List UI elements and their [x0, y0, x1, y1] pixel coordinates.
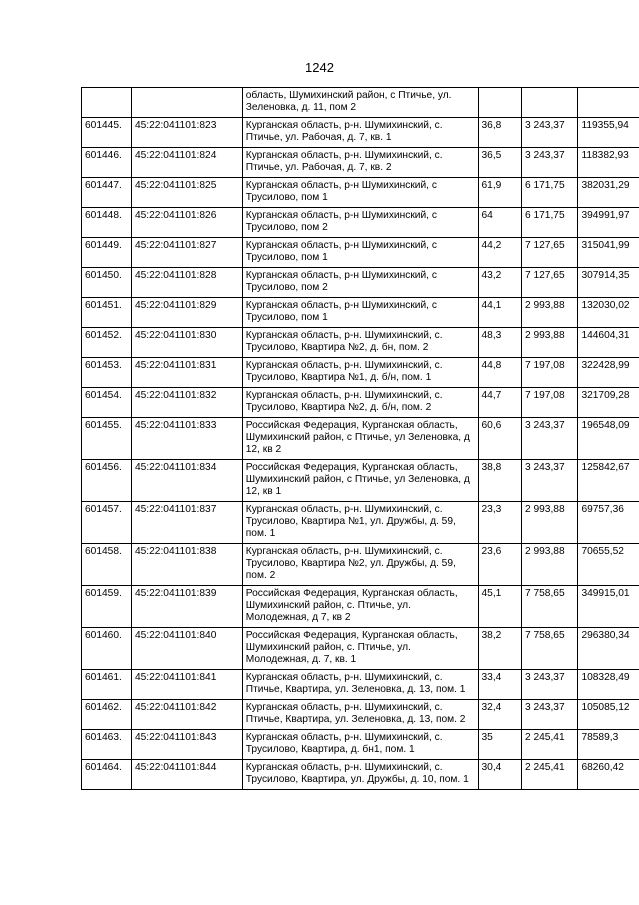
- area-cell: 35: [478, 730, 521, 760]
- cadastral-value-cell: 196548,09: [578, 418, 639, 460]
- row-number-cell: 601448.: [82, 208, 132, 238]
- cadastral-value-cell: 105085,12: [578, 700, 639, 730]
- cost-per-unit-cell: 7 758,65: [521, 586, 577, 628]
- address-cell: Курганская область, р-н. Шумихинский, с. Птичье, ул. Рабочая, д. 7, кв. 1: [242, 118, 478, 148]
- cadastral-value-cell: 307914,35: [578, 268, 639, 298]
- row-number-cell: 601459.: [82, 586, 132, 628]
- cadastral-value-cell: 70655,52: [578, 544, 639, 586]
- cadastral-value-cell: 69757,36: [578, 502, 639, 544]
- address-cell: Курганская область, р-н. Шумихинский, с. Трусилово, Квартира №2, д. б/н, пом. 2: [242, 388, 478, 418]
- cadastral-value-cell: 125842,67: [578, 460, 639, 502]
- row-number-cell: 601460.: [82, 628, 132, 670]
- address-cell: Российская Федерация, Курганская область, Шумихинский район, с. Птичье, ул. Молодежная, д. 7, кв. 1: [242, 628, 478, 670]
- table-row: [82, 148, 639, 178]
- property-table: [81, 87, 639, 790]
- area-cell: 30,4: [478, 760, 521, 790]
- row-number-cell: 601457.: [82, 502, 132, 544]
- table-row: [82, 208, 639, 238]
- cadastral-value-cell: 144604,31: [578, 328, 639, 358]
- cadastral-number-cell: 45:22:041101:839: [131, 586, 242, 628]
- cost-per-unit-cell: 7 758,65: [521, 628, 577, 670]
- cadastral-value-cell: 119355,94: [578, 118, 639, 148]
- area-cell: 23,6: [478, 544, 521, 586]
- cadastral-number-cell: 45:22:041101:841: [131, 670, 242, 700]
- address-cell: Курганская область, р-н. Шумихинский, с. Трусилово, Квартира №1, д. б/н, пом. 1: [242, 358, 478, 388]
- address-cell: Курганская область, р-н. Шумихинский, с. Трусилово, Квартира, д. бн1, пом. 1: [242, 730, 478, 760]
- table-row: [82, 388, 639, 418]
- cadastral-value-cell: 132030,02: [578, 298, 639, 328]
- area-cell: 44,2: [478, 238, 521, 268]
- table-row: [82, 268, 639, 298]
- cadastral-number-cell: 45:22:041101:837: [131, 502, 242, 544]
- cadastral-number-cell: 45:22:041101:833: [131, 418, 242, 460]
- cost-per-unit-cell: 2 993,88: [521, 544, 577, 586]
- table-row: [82, 238, 639, 268]
- cadastral-value-cell: 382031,29: [578, 178, 639, 208]
- cadastral-number-cell: 45:22:041101:842: [131, 700, 242, 730]
- area-cell: 44,8: [478, 358, 521, 388]
- cadastral-value-cell: 315041,99: [578, 238, 639, 268]
- table-row: [82, 670, 639, 700]
- cost-per-unit-cell: 2 993,88: [521, 298, 577, 328]
- table-row: [82, 544, 639, 586]
- cost-per-unit-cell: 2 245,41: [521, 730, 577, 760]
- cadastral-value-cell: 394991,97: [578, 208, 639, 238]
- table-row: [82, 460, 639, 502]
- cadastral-value-cell: 108328,49: [578, 670, 639, 700]
- row-number-cell: 601449.: [82, 238, 132, 268]
- address-cell: Курганская область, р-н. Шумихинский, с. Птичье, ул. Рабочая, д. 7, кв. 2: [242, 148, 478, 178]
- area-cell: 43,2: [478, 268, 521, 298]
- cadastral-number-cell: 45:22:041101:826: [131, 208, 242, 238]
- cadastral-value-cell: 349915,01: [578, 586, 639, 628]
- address-cell: Курганская область, р-н. Шумихинский, с. Трусилово, Квартира №2, ул. Дружбы, д. 59, пом. 2: [242, 544, 478, 586]
- area-cell: [478, 88, 521, 118]
- cost-per-unit-cell: 3 243,37: [521, 148, 577, 178]
- cadastral-number-cell: 45:22:041101:832: [131, 388, 242, 418]
- row-number-cell: 601461.: [82, 670, 132, 700]
- area-cell: 33,4: [478, 670, 521, 700]
- area-cell: 64: [478, 208, 521, 238]
- row-number-cell: 601446.: [82, 148, 132, 178]
- cadastral-number-cell: 45:22:041101:823: [131, 118, 242, 148]
- table-row: [82, 358, 639, 388]
- cadastral-value-cell: 296380,34: [578, 628, 639, 670]
- cadastral-number-cell: 45:22:041101:827: [131, 238, 242, 268]
- row-number-cell: 601447.: [82, 178, 132, 208]
- cost-per-unit-cell: 6 171,75: [521, 208, 577, 238]
- cadastral-value-cell: 68260,42: [578, 760, 639, 790]
- address-cell: Курганская область, р-н. Шумихинский, с. Трусилово, Квартира, ул. Дружбы, д. 10, пом. 1: [242, 760, 478, 790]
- row-number-cell: 601453.: [82, 358, 132, 388]
- cadastral-value-cell: [578, 88, 639, 118]
- row-number-cell: [82, 88, 132, 118]
- cadastral-value-cell: 78589,3: [578, 730, 639, 760]
- table-body: [82, 88, 639, 790]
- cadastral-value-cell: 321709,28: [578, 388, 639, 418]
- cadastral-number-cell: 45:22:041101:829: [131, 298, 242, 328]
- address-cell: Курганская область, р-н Шумихинский, с Трусилово, пом 2: [242, 208, 478, 238]
- row-number-cell: 601458.: [82, 544, 132, 586]
- cost-per-unit-cell: 3 243,37: [521, 700, 577, 730]
- cost-per-unit-cell: 3 243,37: [521, 460, 577, 502]
- table-row: [82, 118, 639, 148]
- area-cell: 60,6: [478, 418, 521, 460]
- cadastral-number-cell: 45:22:041101:824: [131, 148, 242, 178]
- cadastral-number-cell: 45:22:041101:825: [131, 178, 242, 208]
- cadastral-number-cell: 45:22:041101:840: [131, 628, 242, 670]
- cadastral-number-cell: 45:22:041101:844: [131, 760, 242, 790]
- cost-per-unit-cell: 7 127,65: [521, 238, 577, 268]
- address-cell: Российская Федерация, Курганская область, Шумихинский район, с. Птичье, ул. Молодежная, д 7, кв 2: [242, 586, 478, 628]
- area-cell: 23,3: [478, 502, 521, 544]
- cost-per-unit-cell: 2 993,88: [521, 502, 577, 544]
- address-cell: область, Шумихинский район, с Птичье, ул. Зеленовка, д. 11, пом 2: [242, 88, 478, 118]
- cadastral-number-cell: 45:22:041101:843: [131, 730, 242, 760]
- cost-per-unit-cell: 7 197,08: [521, 388, 577, 418]
- cost-per-unit-cell: 7 197,08: [521, 358, 577, 388]
- address-cell: Курганская область, р-н. Шумихинский, с. Трусилово, Квартира №2, д. бн, пом. 2: [242, 328, 478, 358]
- cadastral-number-cell: 45:22:041101:828: [131, 268, 242, 298]
- row-number-cell: 601456.: [82, 460, 132, 502]
- page-number: 1242: [305, 60, 334, 75]
- table-row: [82, 328, 639, 358]
- table-row: [82, 628, 639, 670]
- row-number-cell: 601452.: [82, 328, 132, 358]
- address-cell: Курганская область, р-н. Шумихинский, с. Птичье, Квартира, ул. Зеленовка, д. 13, пом. 1: [242, 670, 478, 700]
- cadastral-value-cell: 118382,93: [578, 148, 639, 178]
- cadastral-value-cell: 322428,99: [578, 358, 639, 388]
- address-cell: Курганская область, р-н. Шумихинский, с. Птичье, Квартира, ул. Зеленовка, д. 13, пом. 2: [242, 700, 478, 730]
- cadastral-number-cell: 45:22:041101:838: [131, 544, 242, 586]
- table-row: [82, 760, 639, 790]
- cost-per-unit-cell: 3 243,37: [521, 118, 577, 148]
- table-row: [82, 586, 639, 628]
- table-row: [82, 418, 639, 460]
- cost-per-unit-cell: 6 171,75: [521, 178, 577, 208]
- area-cell: 36,5: [478, 148, 521, 178]
- cadastral-number-cell: [131, 88, 242, 118]
- row-number-cell: 601445.: [82, 118, 132, 148]
- table-row: [82, 730, 639, 760]
- address-cell: Курганская область, р-н Шумихинский, с Трусилово, пом 1: [242, 238, 478, 268]
- address-cell: Курганская область, р-н Шумихинский, с Трусилово, пом 1: [242, 178, 478, 208]
- address-cell: Российская Федерация, Курганская область, Шумихинский район, с Птичье, ул Зеленовка, д 12, кв 2: [242, 418, 478, 460]
- table-row: [82, 298, 639, 328]
- address-cell: Курганская область, р-н Шумихинский, с Трусилово, пом 1: [242, 298, 478, 328]
- cadastral-number-cell: 45:22:041101:834: [131, 460, 242, 502]
- area-cell: 48,3: [478, 328, 521, 358]
- row-number-cell: 601451.: [82, 298, 132, 328]
- table-row: [82, 178, 639, 208]
- area-cell: 38,2: [478, 628, 521, 670]
- area-cell: 36,8: [478, 118, 521, 148]
- cost-per-unit-cell: 2 245,41: [521, 760, 577, 790]
- area-cell: 44,7: [478, 388, 521, 418]
- row-number-cell: 601462.: [82, 700, 132, 730]
- area-cell: 38,8: [478, 460, 521, 502]
- cost-per-unit-cell: 3 243,37: [521, 670, 577, 700]
- table-row: [82, 88, 639, 118]
- cadastral-number-cell: 45:22:041101:831: [131, 358, 242, 388]
- row-number-cell: 601463.: [82, 730, 132, 760]
- address-cell: Курганская область, р-н Шумихинский, с Трусилово, пом 2: [242, 268, 478, 298]
- area-cell: 32,4: [478, 700, 521, 730]
- row-number-cell: 601450.: [82, 268, 132, 298]
- row-number-cell: 601464.: [82, 760, 132, 790]
- address-cell: Курганская область, р-н. Шумихинский, с. Трусилово, Квартира №1, ул. Дружбы, д. 59, пом. 1: [242, 502, 478, 544]
- table-row: [82, 502, 639, 544]
- area-cell: 44,1: [478, 298, 521, 328]
- table-row: [82, 700, 639, 730]
- cost-per-unit-cell: 2 993,88: [521, 328, 577, 358]
- address-cell: Российская Федерация, Курганская область, Шумихинский район, с Птичье, ул Зеленовка, д 12, кв 1: [242, 460, 478, 502]
- area-cell: 45,1: [478, 586, 521, 628]
- cost-per-unit-cell: [521, 88, 577, 118]
- cadastral-number-cell: 45:22:041101:830: [131, 328, 242, 358]
- row-number-cell: 601455.: [82, 418, 132, 460]
- cost-per-unit-cell: 7 127,65: [521, 268, 577, 298]
- cost-per-unit-cell: 3 243,37: [521, 418, 577, 460]
- area-cell: 61,9: [478, 178, 521, 208]
- row-number-cell: 601454.: [82, 388, 132, 418]
